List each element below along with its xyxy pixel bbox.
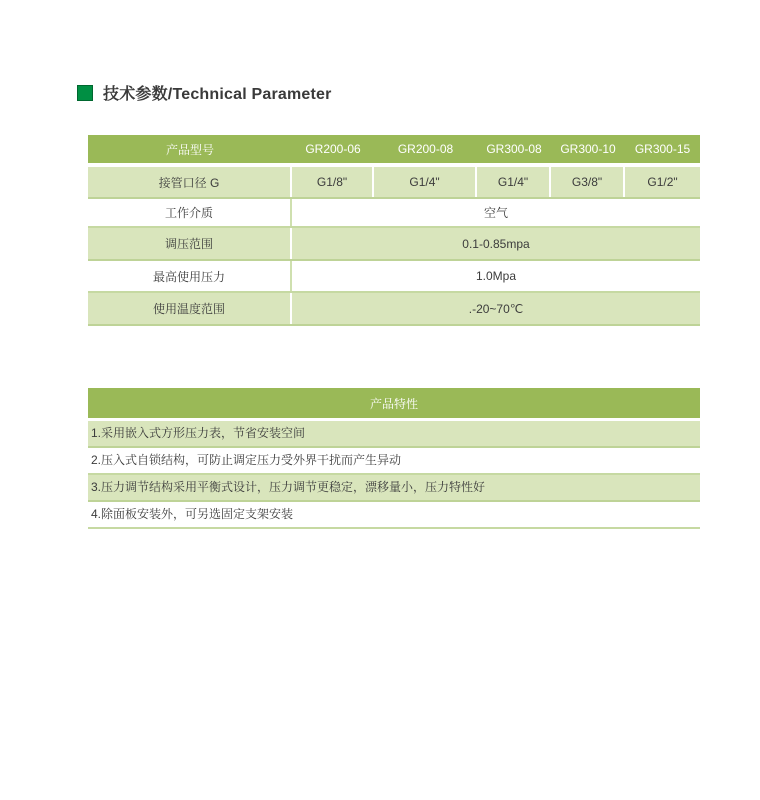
section-header xyxy=(77,81,332,104)
row-value: .-20~70℃ xyxy=(468,301,524,316)
spec-row-pressure-range xyxy=(88,228,700,261)
spec-header-model: GR300-10 xyxy=(560,142,616,156)
feature-row: 2.压入式自锁结构，可防止调定压力受外界干扰而产生异动 xyxy=(88,448,700,475)
spec-row-max-pressure xyxy=(88,261,700,293)
row-label: 调压范围 xyxy=(88,228,292,259)
feature-row: 4.除面板安装外，可另选固定支架安装 xyxy=(88,502,700,529)
row-label: 接管口径 G xyxy=(88,167,292,197)
feature-row: 3.压力调节结构采用平衡式设计，压力调节更稳定，漂移量小，压力特性好 xyxy=(88,475,700,502)
spec-table-header-row xyxy=(88,135,700,163)
features-table xyxy=(88,388,700,529)
row-value: G1/2" xyxy=(647,175,678,189)
spec-table xyxy=(88,135,700,326)
row-label: 工作介质 xyxy=(88,199,292,226)
row-value: G1/8" xyxy=(292,167,374,197)
section-bullet-icon xyxy=(77,85,93,101)
row-label: 使用温度范围 xyxy=(88,293,292,324)
row-label: 最高使用压力 xyxy=(88,261,292,291)
spec-row-temperature-range xyxy=(88,293,700,326)
row-value: G1/4" xyxy=(477,167,551,197)
spec-row-port-size xyxy=(88,167,700,199)
spec-header-model: GR300-08 xyxy=(486,142,542,156)
row-value: G1/4" xyxy=(374,167,477,197)
row-value: 0.1-0.85mpa xyxy=(462,236,530,251)
row-value: 1.0Mpa xyxy=(475,269,517,283)
features-table-header: 产品特性 xyxy=(88,388,700,418)
spec-header-model: GR300-15 xyxy=(634,142,691,156)
section-title: 技术参数/Technical Parameter xyxy=(103,86,332,103)
spec-row-working-medium xyxy=(88,199,700,228)
spec-header-model: GR200-06 xyxy=(305,142,361,156)
spec-header-product-model: 产品型号 xyxy=(165,142,214,157)
row-value: 空气 xyxy=(483,206,508,220)
feature-row: 1.采用嵌入式方形压力表，节省安装空间 xyxy=(88,421,700,448)
row-value: G3/8" xyxy=(551,167,625,197)
spec-header-model: GR200-08 xyxy=(397,142,454,156)
